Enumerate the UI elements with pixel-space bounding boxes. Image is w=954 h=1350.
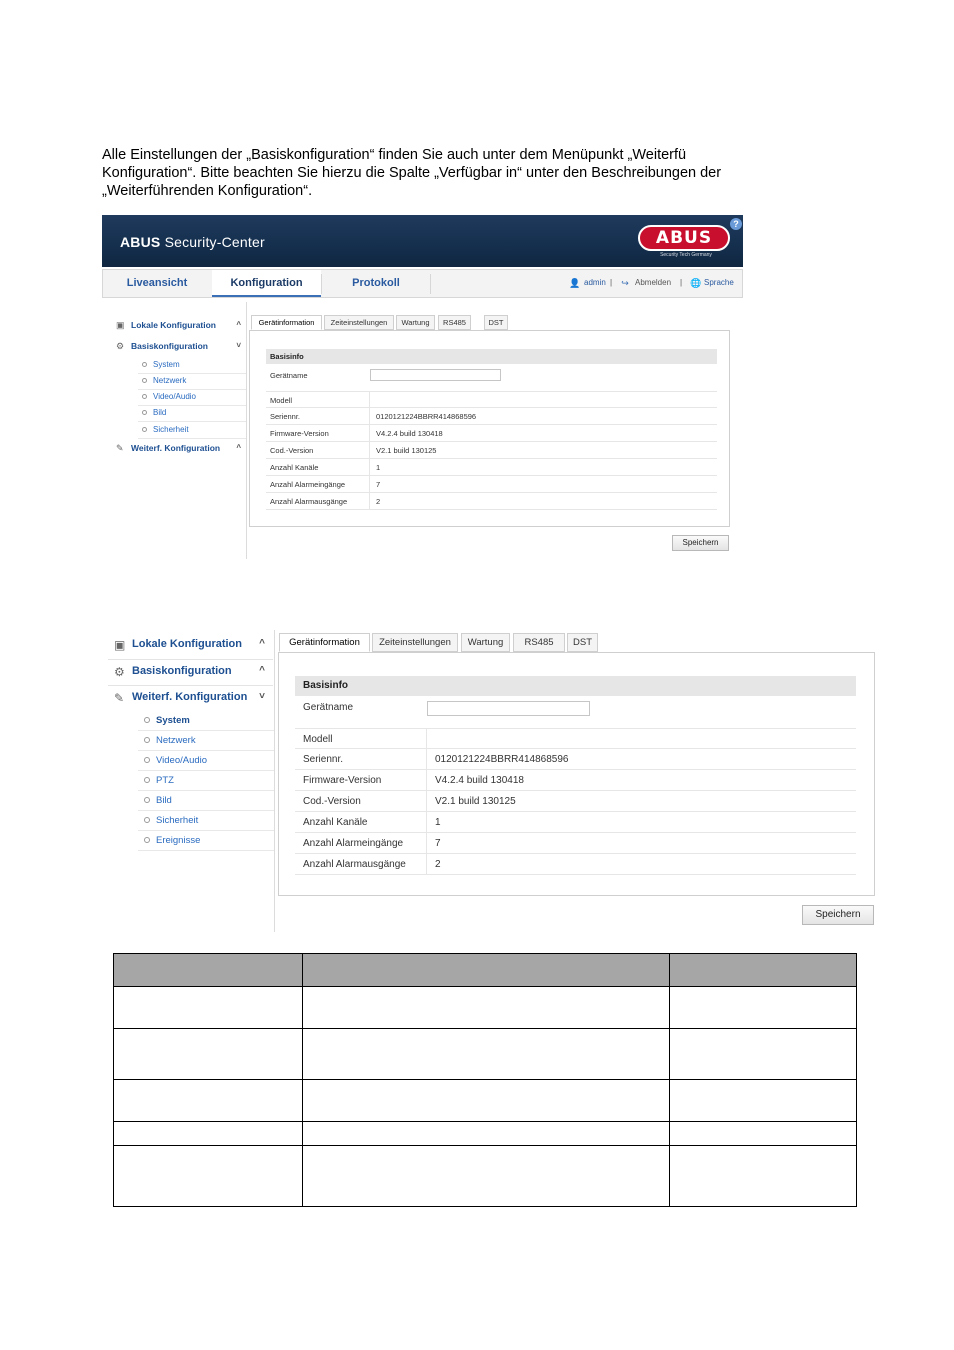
info-label: Cod.-Version (270, 446, 314, 455)
column-divider (369, 476, 370, 493)
table-cell (670, 1146, 857, 1207)
table-row (295, 728, 856, 749)
table-header-cell (302, 954, 670, 987)
main-nav (102, 269, 743, 298)
divider (108, 659, 273, 660)
info-label: Firmware-Version (270, 429, 329, 438)
content-area (249, 302, 743, 559)
chevron-down-icon: ˅ (259, 691, 265, 702)
gear-icon: ⚙ (114, 665, 125, 679)
column-divider (369, 459, 370, 476)
sidebar-label: Weiterf. Konfiguration (132, 691, 248, 703)
tab-rs485[interactable]: RS485 (438, 315, 471, 330)
table-row (295, 854, 856, 875)
bullet-icon (144, 797, 150, 803)
user-name[interactable]: admin (584, 278, 606, 287)
bullet-icon (142, 410, 147, 415)
info-label: Anzahl Alarmeingänge (270, 480, 346, 489)
sidebar-label: Lokale Konfiguration (132, 638, 242, 650)
screenshot-basic-config (102, 215, 743, 559)
tab-device-info[interactable]: Gerätinformation (279, 633, 370, 652)
device-info-panel (249, 330, 730, 527)
table-cell (114, 1029, 303, 1080)
info-value: 2 (435, 859, 441, 870)
info-label: Modell (303, 734, 333, 745)
sidebar (108, 630, 275, 932)
language-link[interactable]: Sprache (704, 278, 734, 287)
table-row (266, 391, 717, 408)
sidebar-sub-label: Netzwerk (153, 376, 187, 385)
sidebar-sub-ptz[interactable] (138, 771, 274, 791)
table-header-cell (670, 954, 857, 987)
sidebar-sub-label: Video/Audio (156, 755, 208, 766)
table-cell (670, 1080, 857, 1122)
tab-maintenance[interactable]: Wartung (396, 315, 435, 330)
bullet-icon (144, 837, 150, 843)
info-label: Seriennr. (270, 412, 301, 421)
table-cell (114, 1146, 303, 1207)
save-button[interactable]: Speichern (672, 535, 729, 551)
sidebar-sub-system[interactable] (138, 358, 246, 374)
monitor-icon: ▣ (116, 320, 125, 330)
app-title: ABUS Security-Center (120, 234, 265, 250)
info-label: Anzahl Alarmeingänge (303, 838, 404, 849)
info-label: Anzahl Alarmausgänge (303, 859, 406, 870)
info-value: 2 (376, 497, 381, 506)
bullet-icon (142, 378, 147, 383)
sidebar-sub-label: Bild (153, 408, 167, 417)
table-row (266, 493, 717, 510)
sidebar-sub-security[interactable] (138, 423, 246, 439)
save-button[interactable]: Speichern (802, 905, 874, 925)
tab-maintenance[interactable]: Wartung (461, 633, 510, 652)
bullet-icon (142, 362, 147, 367)
column-divider (369, 392, 370, 409)
basisinfo-heading: Basisinfo (266, 349, 717, 364)
table-row (114, 1080, 857, 1122)
header-banner (102, 215, 743, 267)
nav-pipe: | (610, 278, 613, 287)
bullet-icon (142, 427, 147, 432)
info-label: Seriennr. (303, 754, 344, 765)
bullet-icon (144, 757, 150, 763)
chevron-up-icon: ^ (259, 665, 265, 676)
tab-device-info[interactable]: Gerätinformation (251, 315, 322, 330)
bullet-icon (142, 394, 147, 399)
table-row (266, 408, 717, 425)
sidebar-sub-image[interactable] (138, 791, 274, 811)
column-divider (426, 812, 427, 833)
table-cell (670, 1029, 857, 1080)
sidebar-sub-label: Bild (156, 795, 172, 806)
chevron-down-icon: ˅ (236, 341, 241, 350)
bullet-icon (144, 817, 150, 823)
table-cell (114, 1080, 303, 1122)
nav-pipe: | (680, 278, 683, 287)
bullet-icon (144, 777, 150, 783)
globe-icon: 🌐 (690, 278, 702, 288)
device-name-label: Gerätname (270, 371, 308, 380)
table-row (295, 833, 856, 854)
tab-liveview[interactable]: Liveansicht (126, 277, 188, 289)
sidebar-sub-system[interactable] (138, 711, 274, 731)
sidebar-sub-events[interactable] (138, 831, 274, 851)
content-area (276, 630, 875, 932)
table-cell (302, 1080, 670, 1122)
sidebar-sub-label: Sicherheit (153, 425, 189, 434)
table-cell (670, 1122, 857, 1146)
column-divider (426, 833, 427, 854)
tab-configuration[interactable]: Konfiguration (212, 270, 321, 297)
intro-paragraph (102, 146, 822, 200)
sidebar-sub-network[interactable] (138, 374, 246, 390)
column-divider (426, 854, 427, 875)
chevron-up-icon: ^ (236, 320, 241, 329)
device-name-label: Gerätname (303, 702, 354, 713)
device-name-input[interactable] (427, 701, 590, 716)
column-divider (426, 791, 427, 812)
chevron-up-icon: ^ (236, 443, 241, 452)
info-value: V4.2.4 build 130418 (376, 429, 443, 438)
intro-line-3: „Weiterführenden Konfiguration“. (102, 183, 313, 199)
info-value: 1 (376, 463, 381, 472)
info-label: Firmware-Version (303, 775, 382, 786)
screenshot-advanced-config (108, 630, 875, 932)
info-value: 0120121224BBRR414868596 (376, 412, 477, 421)
table-header-row (114, 954, 857, 987)
tab-log[interactable]: Protokoll (352, 277, 400, 289)
sidebar-label: Basiskonfiguration (131, 341, 208, 351)
column-divider (369, 442, 370, 459)
table-row (266, 459, 717, 476)
sidebar-label: Lokale Konfiguration (131, 320, 216, 330)
device-name-input[interactable] (370, 369, 501, 381)
tab-time-settings[interactable]: Zeiteinstellungen (324, 315, 394, 330)
table-cell (302, 987, 670, 1029)
table-cell (302, 1146, 670, 1207)
table-row (266, 425, 717, 442)
table-row (295, 812, 856, 833)
table-row (114, 987, 857, 1029)
tab-dst[interactable]: DST (484, 315, 508, 330)
table-row (114, 1029, 857, 1080)
sidebar-sub-network[interactable] (138, 731, 274, 751)
user-icon: 👤 (569, 278, 581, 288)
table-row (295, 749, 856, 770)
sidebar-sub-label: Sicherheit (156, 815, 199, 826)
help-icon[interactable]: ? (730, 218, 742, 230)
info-label: Anzahl Kanäle (303, 817, 368, 828)
column-divider (426, 770, 427, 791)
info-label: Anzahl Kanäle (270, 463, 319, 472)
info-label: Modell (270, 396, 293, 405)
gear-icon: ⚙ (116, 341, 125, 351)
tab-dst[interactable]: DST (567, 633, 598, 652)
tab-rs485[interactable]: RS485 (513, 633, 565, 652)
table-cell (670, 987, 857, 1029)
info-value: V2.1 build 130125 (435, 796, 516, 807)
wrench-icon: ✎ (116, 443, 124, 453)
chevron-up-icon: ^ (259, 638, 265, 649)
sidebar-sub-video-audio[interactable] (138, 390, 246, 406)
info-value: 7 (435, 838, 441, 849)
table-cell (114, 1122, 303, 1146)
logout-icon: ↪ (621, 278, 629, 288)
intro-line-1: Alle Einstellungen der „Basiskonfiguration“ finden Sie auch unter dem Menüpunkt „Weiterfü (102, 147, 687, 163)
sidebar-sub-video-audio[interactable] (138, 751, 274, 771)
intro-line-2: Konfiguration“. Bitte beachten Sie hierzu die Spalte „Verfügbar in“ unter den Beschreibungen der (102, 165, 722, 181)
info-value: V2.1 build 130125 (376, 446, 437, 455)
sidebar-sub-security[interactable] (138, 811, 274, 831)
bullet-icon (144, 737, 150, 743)
sidebar-label: Basiskonfiguration (132, 665, 232, 677)
info-label: Anzahl Alarmausgänge (270, 497, 348, 506)
parameter-table (113, 953, 857, 1207)
logout-link[interactable]: Abmelden (635, 278, 672, 287)
table-row (266, 476, 717, 493)
table-cell (114, 987, 303, 1029)
table-row (295, 791, 856, 812)
monitor-icon: ▣ (114, 638, 126, 652)
abus-logo-subtitle: Security Tech Germany (660, 252, 712, 258)
table-row (266, 442, 717, 459)
table-row (114, 1122, 857, 1146)
tab-time-settings[interactable]: Zeiteinstellungen (372, 633, 458, 652)
sidebar-label: Weiterf. Konfiguration (131, 443, 221, 453)
table-row (295, 770, 856, 791)
bullet-icon (144, 717, 150, 723)
sidebar-sub-label: Netzwerk (156, 735, 196, 746)
column-divider (369, 493, 370, 510)
column-divider (369, 425, 370, 442)
info-value: V4.2.4 build 130418 (435, 775, 524, 786)
sidebar-sub-label: Ereignisse (156, 835, 201, 846)
divider (108, 685, 273, 686)
nav-separator (430, 274, 431, 294)
info-label: Cod.-Version (303, 796, 361, 807)
info-value: 7 (376, 480, 381, 489)
table-cell (302, 1122, 670, 1146)
abus-logo: ABUS (638, 225, 730, 251)
sidebar-sub-label: Video/Audio (153, 392, 196, 401)
table-row (114, 1146, 857, 1207)
column-divider (369, 408, 370, 425)
sidebar-sub-label: PTZ (156, 775, 174, 786)
sidebar-sub-label: System (153, 360, 180, 369)
sidebar-sub-image[interactable] (138, 406, 246, 422)
info-value: 0120121224BBRR414868596 (435, 754, 569, 765)
device-info-panel (278, 652, 875, 896)
column-divider (426, 729, 427, 750)
table-header-cell (114, 954, 303, 987)
sidebar (102, 302, 247, 559)
column-divider (426, 749, 427, 770)
basisinfo-heading: Basisinfo (295, 676, 856, 696)
wrench-icon: ✎ (114, 691, 125, 705)
info-value: 1 (435, 817, 441, 828)
table-cell (302, 1029, 670, 1080)
sidebar-sub-label: System (156, 715, 190, 726)
